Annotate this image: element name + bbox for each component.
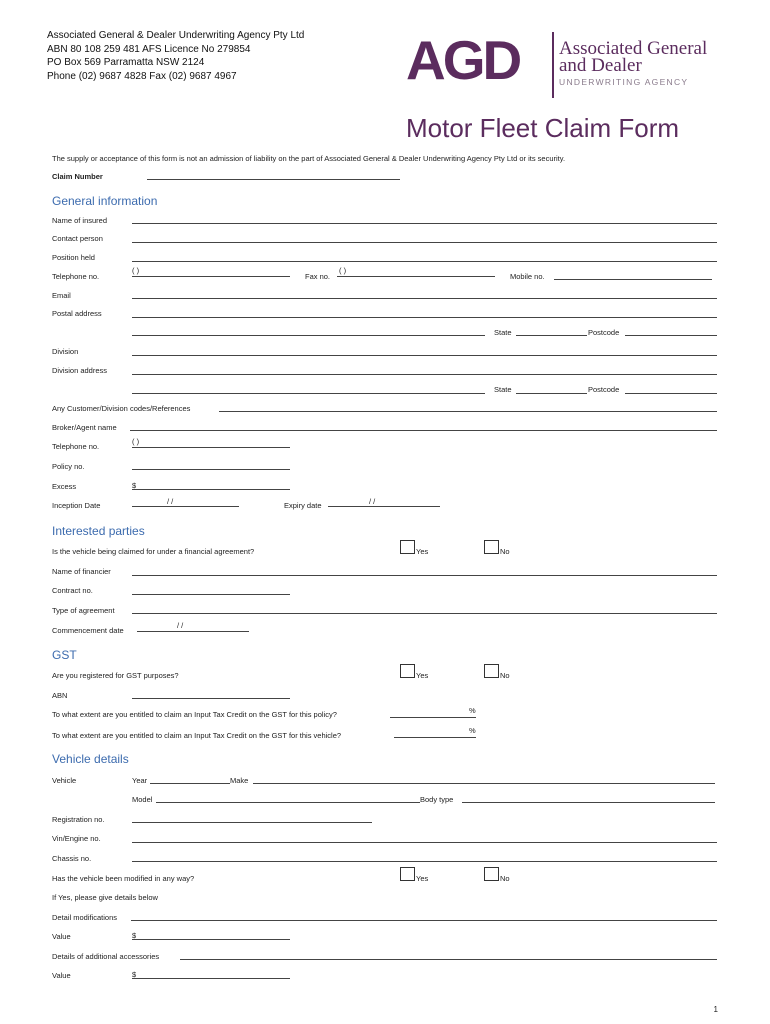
accessories-label: Details of additional accessories xyxy=(52,952,160,961)
division-state-field[interactable] xyxy=(516,393,587,394)
model-label: Model xyxy=(132,795,153,804)
division-label: Division xyxy=(52,347,79,356)
name-of-insured-label: Name of insured xyxy=(52,216,108,225)
excess-dollar: $ xyxy=(132,481,137,490)
registration-label: Registration no. xyxy=(52,815,105,824)
agreement-type-label: Type of agreement xyxy=(52,606,115,615)
value2-field[interactable] xyxy=(132,978,290,979)
form-title: Motor Fleet Claim Form xyxy=(406,113,680,143)
mobile-field[interactable] xyxy=(554,279,712,280)
page-number: 1 xyxy=(713,1005,718,1014)
modified-no-label: No xyxy=(500,874,510,883)
claim-number-label: Claim Number xyxy=(52,172,103,181)
interested-heading: Interested parties xyxy=(52,524,145,538)
model-field[interactable] xyxy=(156,802,420,803)
logo-line-3: UNDERWRITING AGENCY xyxy=(559,77,689,87)
make-field[interactable] xyxy=(253,783,715,784)
division-address-line2[interactable] xyxy=(132,393,485,394)
postal-state-field[interactable] xyxy=(516,335,587,336)
vin-field[interactable] xyxy=(132,842,717,843)
modified-no-checkbox[interactable] xyxy=(484,867,499,881)
body-type-label: Body type xyxy=(420,795,454,804)
division-address-field[interactable] xyxy=(132,374,717,375)
vehicle-itc-field[interactable] xyxy=(394,737,476,738)
policy-itc-percent: % xyxy=(469,706,476,715)
division-postcode-field[interactable] xyxy=(625,393,717,394)
excess-field[interactable] xyxy=(132,489,290,490)
policy-itc-field[interactable] xyxy=(390,717,476,718)
division-postcode-label: Postcode xyxy=(588,385,620,394)
vehicle-heading: Vehicle details xyxy=(52,752,129,766)
vehicle-label: Vehicle xyxy=(52,776,77,785)
broker-label: Broker/Agent name xyxy=(52,423,117,432)
value-label: Value xyxy=(52,932,71,941)
telephone-field[interactable] xyxy=(132,276,290,277)
policy-label: Policy no. xyxy=(52,462,85,471)
year-label: Year xyxy=(132,776,148,785)
abn-field[interactable] xyxy=(132,698,290,699)
abn-label: ABN xyxy=(52,691,68,700)
commencement-label: Commencement date xyxy=(52,626,124,635)
division-field[interactable] xyxy=(132,355,717,356)
gst-question: Are you registered for GST purposes? xyxy=(52,671,179,680)
make-label: Make xyxy=(230,776,249,785)
finance-question: Is the vehicle being claimed for under a financial agreement? xyxy=(52,547,255,556)
finance-yes-label: Yes xyxy=(416,547,429,556)
division-address-label: Division address xyxy=(52,366,108,375)
gst-heading: GST xyxy=(52,648,77,662)
fax-brackets: ( ) xyxy=(339,266,347,275)
fax-field[interactable] xyxy=(337,276,495,277)
expiry-field[interactable] xyxy=(328,506,440,507)
modified-yes-label: Yes xyxy=(416,874,429,883)
if-yes-note: If Yes, please give details below xyxy=(52,893,158,902)
fax-label: Fax no. xyxy=(305,272,331,281)
value-field[interactable] xyxy=(132,939,290,940)
gst-yes-checkbox[interactable] xyxy=(400,664,415,678)
postal-state-label: State xyxy=(494,328,512,337)
company-phone: Phone (02) 9687 4828 Fax (02) 9687 4967 xyxy=(47,70,237,82)
logo-line-1: Associated General xyxy=(559,38,708,59)
vehicle-itc-label: To what extent are you entitled to claim an Input Tax Credit on the GST for this vehicle? xyxy=(52,731,342,740)
vehicle-itc-percent: % xyxy=(469,726,476,735)
agreement-type-field[interactable] xyxy=(132,613,717,614)
policy-field[interactable] xyxy=(132,469,290,470)
contact-person-field[interactable] xyxy=(132,242,717,243)
gst-no-checkbox[interactable] xyxy=(484,664,499,678)
inception-slashes: / / xyxy=(167,497,174,506)
commencement-field[interactable] xyxy=(137,631,249,632)
postal-postcode-label: Postcode xyxy=(588,328,620,337)
detail-mods-field[interactable] xyxy=(131,920,717,921)
contract-label: Contract no. xyxy=(52,586,93,595)
email-field[interactable] xyxy=(132,298,717,299)
body-type-field[interactable] xyxy=(462,802,715,803)
postal-postcode-field[interactable] xyxy=(625,335,717,336)
value2-dollar: $ xyxy=(132,970,137,979)
accessories-field[interactable] xyxy=(180,959,717,960)
codes-label: Any Customer/Division codes/References xyxy=(52,404,191,413)
logo-letters: AGD xyxy=(406,29,520,91)
company-details xyxy=(47,29,304,83)
chassis-field[interactable] xyxy=(132,861,717,862)
contract-field[interactable] xyxy=(132,594,290,595)
logo-divider xyxy=(552,32,554,98)
company-po-box: PO Box 569 Parramatta NSW 2124 xyxy=(47,57,205,69)
inception-label: Inception Date xyxy=(52,501,101,510)
position-held-label: Position held xyxy=(52,253,95,262)
detail-mods-label: Detail modifications xyxy=(52,913,118,922)
general-heading: General information xyxy=(52,194,158,208)
email-label: Email xyxy=(52,291,71,300)
telephone2-field[interactable] xyxy=(132,447,290,448)
logo-line-2: and Dealer xyxy=(559,55,642,76)
financier-field[interactable] xyxy=(132,575,717,576)
vin-label: Vin/Engine no. xyxy=(52,834,101,843)
policy-itc-label: To what extent are you entitled to claim an Input Tax Credit on the GST for this policy? xyxy=(52,710,337,719)
gst-no-label: No xyxy=(500,671,510,680)
year-field[interactable] xyxy=(150,783,230,784)
disclaimer: The supply or acceptance of this form is not an admission of liability on the part of Associated General & Dealer Underwriting Agency Pty Ltd or its security. xyxy=(52,154,566,163)
postal-address-line2[interactable] xyxy=(132,335,485,336)
inception-field[interactable] xyxy=(132,506,239,507)
telephone-brackets: ( ) xyxy=(132,266,140,275)
expiry-label: Expiry date xyxy=(284,501,322,510)
finance-no-label: No xyxy=(500,547,510,556)
value-dollar: $ xyxy=(132,931,137,940)
chassis-label: Chassis no. xyxy=(52,854,92,863)
modified-question: Has the vehicle been modified in any way? xyxy=(52,874,195,883)
mobile-label: Mobile no. xyxy=(510,272,545,281)
codes-field[interactable] xyxy=(219,411,717,412)
finance-no-checkbox[interactable] xyxy=(484,540,499,554)
name-of-insured-field[interactable] xyxy=(132,223,717,224)
registration-field[interactable] xyxy=(132,822,372,823)
telephone2-brackets: ( ) xyxy=(132,437,140,446)
value2-label: Value xyxy=(52,971,71,980)
excess-label: Excess xyxy=(52,482,77,491)
contact-person-label: Contact person xyxy=(52,234,103,243)
telephone-label: Telephone no. xyxy=(52,272,100,281)
company-name: Associated General & Dealer Underwriting Agency Pty Ltd xyxy=(47,30,305,41)
telephone2-label: Telephone no. xyxy=(52,442,100,451)
gst-yes-label: Yes xyxy=(416,671,429,680)
claim-number-field[interactable] xyxy=(147,179,400,180)
postal-address-label: Postal address xyxy=(52,309,102,318)
financier-label: Name of financier xyxy=(52,567,111,576)
modified-yes-checkbox[interactable] xyxy=(400,867,415,881)
postal-address-field[interactable] xyxy=(132,317,717,318)
expiry-slashes: / / xyxy=(369,497,376,506)
company-abn: ABN 80 108 259 481 AFS Licence No 279854 xyxy=(47,43,251,55)
division-state-label: State xyxy=(494,385,512,394)
broker-field[interactable] xyxy=(130,430,717,431)
finance-yes-checkbox[interactable] xyxy=(400,540,415,554)
position-held-field[interactable] xyxy=(132,261,717,262)
commencement-slashes: / / xyxy=(177,621,184,630)
